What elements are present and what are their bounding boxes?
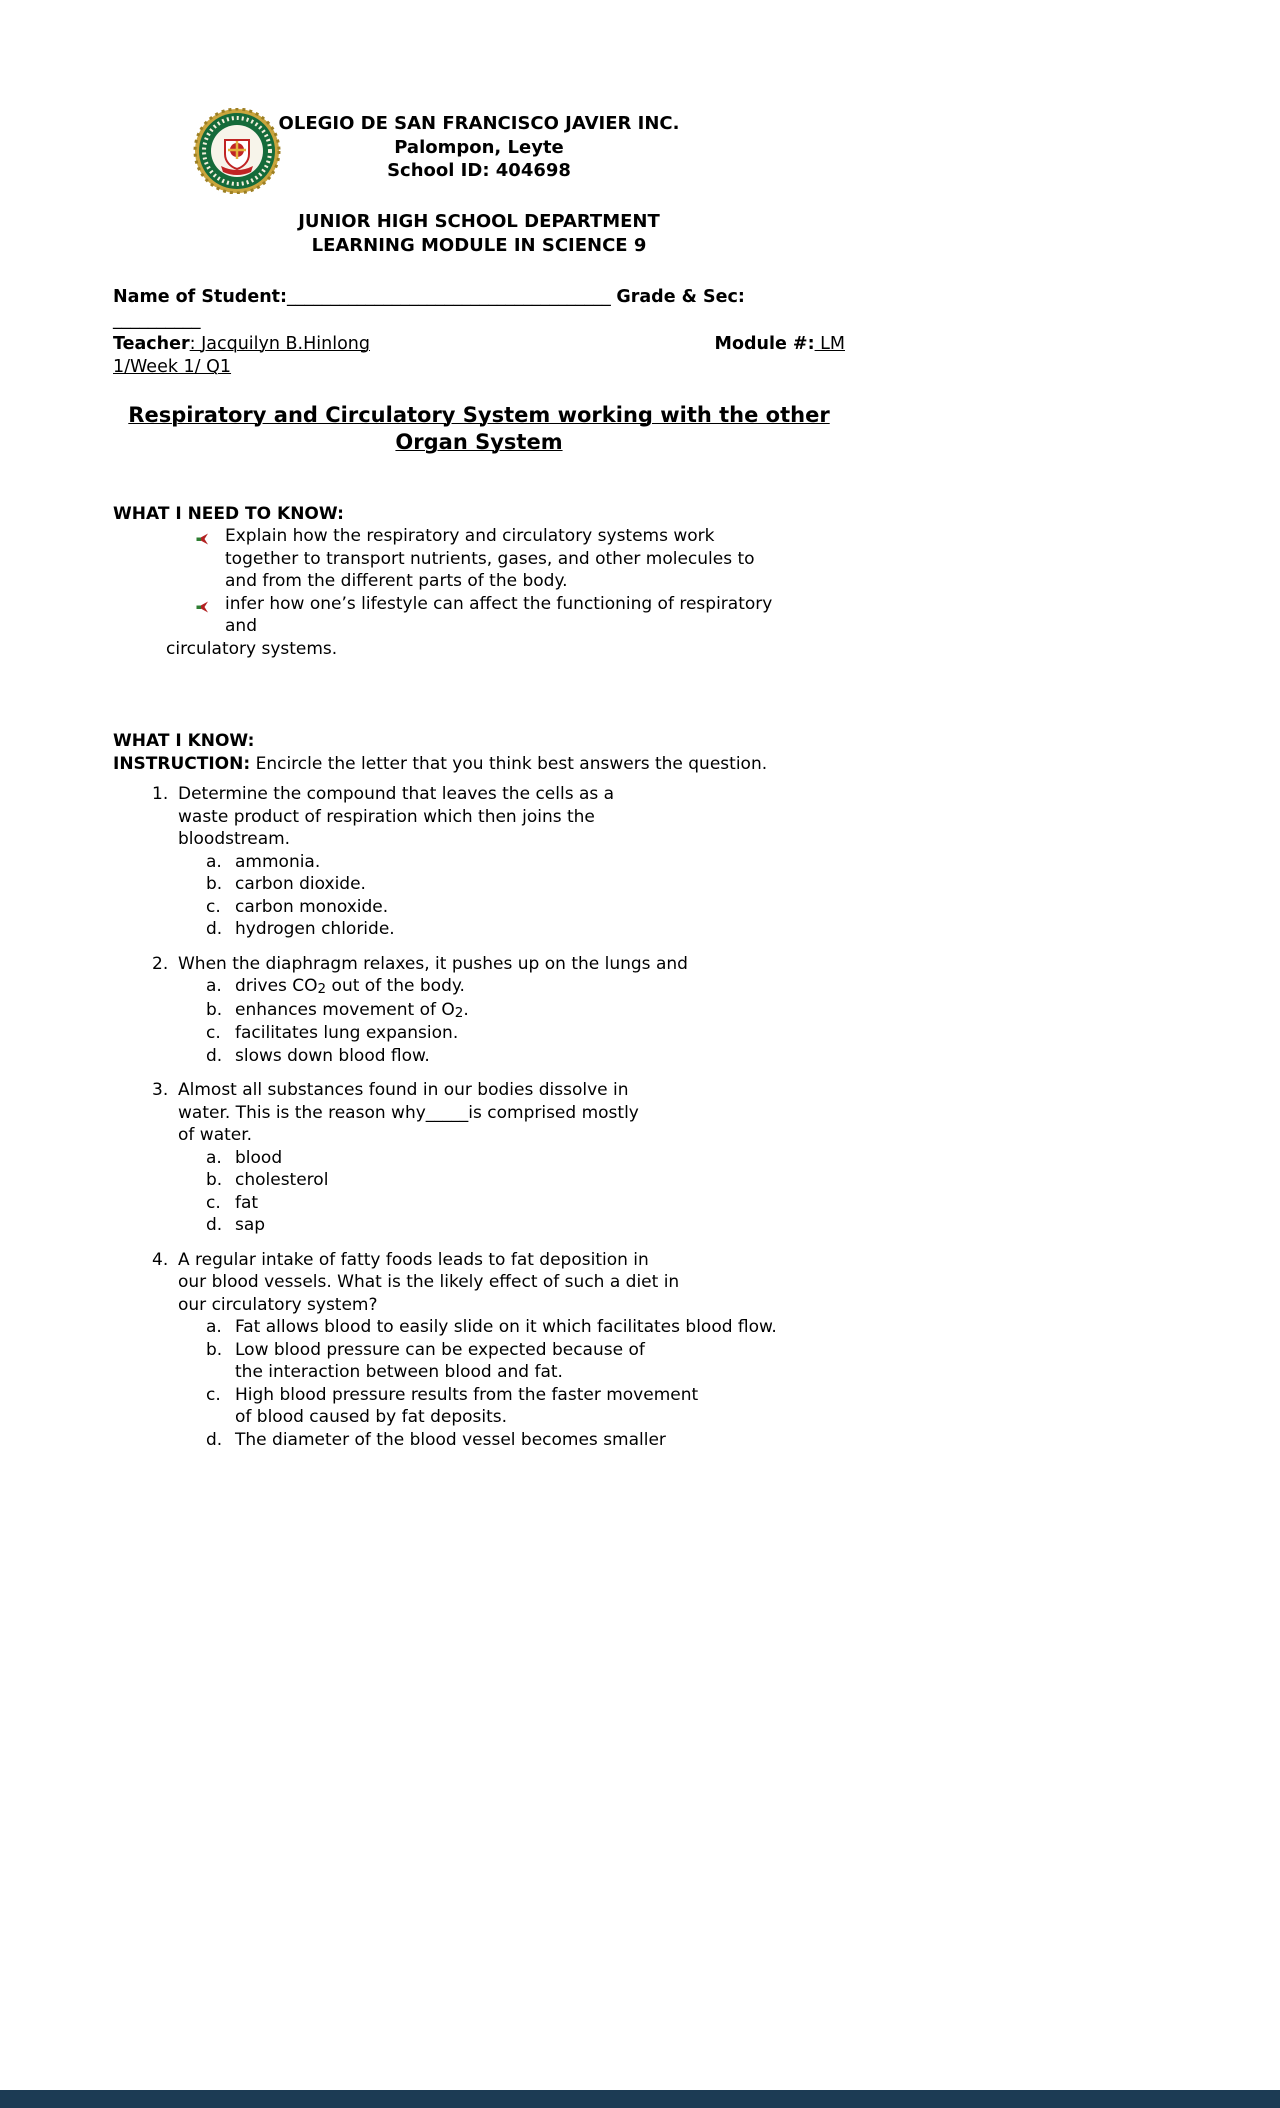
option-text: hydrogen chloride. [235, 919, 395, 939]
what-i-need-to-know-heading: WHAT I NEED TO KNOW: [113, 503, 344, 524]
option-text: sap [235, 1215, 266, 1235]
option-b [113, 873, 845, 896]
teacher-name: : Jacquilyn B.Hinlong [189, 333, 370, 354]
question-number: 1. [152, 784, 169, 804]
module-number-continuation: 1/Week 1/ Q1 [113, 357, 232, 377]
department-title: JUNIOR HIGH SCHOOL DEPARTMENT [298, 210, 660, 232]
question-stem [113, 1079, 845, 1102]
option-letter: b. [206, 1170, 223, 1190]
question-number: 4. [152, 1249, 169, 1270]
option-c [113, 1022, 845, 1045]
school-name: OLEGIO DE SAN FRANCISCO JAVIER INC. [278, 113, 680, 134]
subscript: 2 [454, 1004, 464, 1021]
option-c [113, 1384, 845, 1429]
student-name-colon: : [280, 286, 288, 307]
teacher-label: Teacher [113, 333, 190, 354]
option-letter: b. [206, 874, 223, 894]
option-line: of blood caused by fat deposits. [235, 1407, 508, 1427]
option-letter: c. [206, 896, 221, 917]
bullet-icon [196, 593, 225, 638]
school-location: Palompon, Leyte [394, 136, 564, 158]
option-letter: a. [206, 1147, 222, 1168]
question-line: bloodstream. [178, 829, 291, 849]
school-id: School ID: 404698 [387, 160, 571, 181]
grade-sec-blank: __________ [113, 310, 201, 330]
question-line: of water. [178, 1125, 253, 1145]
option-letter: a. [206, 976, 222, 996]
question-line: our circulatory system? [178, 1294, 378, 1315]
teacher-cell [113, 333, 370, 357]
objective-bullet-2-text [225, 593, 772, 638]
option-text: slows down blood flow. [235, 1045, 430, 1066]
option-c [113, 896, 845, 919]
instruction-label: INSTRUCTION: [113, 753, 251, 774]
document-content [113, 0, 845, 1451]
option-letter: b. [206, 999, 223, 1020]
module-title-line2: Organ System [395, 430, 563, 454]
objective-bullet-2 [113, 593, 845, 638]
teacher-module-line [113, 333, 845, 357]
department-block [113, 210, 845, 258]
option-letter: d. [206, 1215, 223, 1235]
option-c [113, 1192, 845, 1215]
objective-bullet-1-text [225, 525, 755, 593]
objective-line: Explain how the respiratory and circulatory systems work [225, 526, 715, 546]
option-letter: c. [206, 1023, 221, 1043]
grade-sec-label: Grade & Sec [616, 286, 738, 307]
module-number-label: Module #: [714, 333, 815, 354]
question-number: 3. [152, 1080, 169, 1100]
objective-bullet-1 [113, 525, 845, 593]
objective-line: infer how one’s lifestyle can affect the functioning of respiratory [225, 593, 773, 614]
question-line: Determine the compound that leaves the cells as a [178, 784, 615, 804]
option-letter: d. [206, 919, 223, 939]
page-bottom-bar [0, 2090, 1280, 2108]
option-letter: a. [206, 1317, 222, 1337]
school-seal-logo [191, 108, 283, 194]
question-stem [113, 783, 845, 806]
objective-line: and [225, 616, 257, 636]
question-line: When the diaphragm relaxes, it pushes up on the lungs and [178, 953, 688, 974]
option-letter: c. [206, 1192, 221, 1213]
school-seal-icon [191, 108, 283, 194]
option-text: cholesterol [235, 1170, 329, 1190]
option-d [113, 1214, 845, 1237]
option-b [113, 1339, 845, 1384]
question-4 [113, 1249, 845, 1452]
option-letter: b. [206, 1339, 223, 1360]
option-text [235, 1339, 645, 1384]
what-i-know-heading: WHAT I KNOW: [113, 731, 255, 751]
option-d [113, 918, 845, 941]
question-stem [113, 953, 845, 976]
option-letter: d. [206, 1429, 223, 1450]
student-name-blank: _____________________________________ [287, 286, 611, 307]
option-text [235, 1316, 777, 1339]
option-text: drives CO2 out of the body. [235, 976, 465, 997]
question-3 [113, 1079, 845, 1237]
option-d [113, 1429, 845, 1452]
school-header [113, 112, 845, 183]
option-text [235, 1429, 666, 1452]
question-number: 2. [152, 953, 169, 974]
option-a [113, 1147, 845, 1170]
option-text [235, 1384, 698, 1429]
module-cell [715, 333, 845, 357]
question-line: Almost all substances found in our bodies dissolve in [178, 1080, 629, 1100]
option-a [113, 851, 845, 874]
question-2 [113, 953, 845, 1068]
option-b [113, 1169, 845, 1192]
student-info-block [113, 286, 845, 380]
option-text: facilitates lung expansion. [235, 1023, 459, 1043]
option-text: carbon monoxide. [235, 896, 389, 917]
option-line: the interaction between blood and fat. [235, 1362, 563, 1382]
option-text: enhances movement of O2. [235, 999, 469, 1021]
objective-hanging-line: circulatory systems. [166, 638, 338, 659]
option-letter: c. [206, 1384, 221, 1405]
instruction-text: Encircle the letter that you think best answers the question. [250, 753, 768, 774]
question-line: our blood vessels. What is the likely effect of such a diet in [178, 1272, 680, 1292]
module-number-value: LM [814, 333, 845, 354]
student-name-line [113, 286, 845, 310]
option-text: fat [235, 1192, 259, 1213]
option-line: Low blood pressure can be expected because of [235, 1339, 645, 1360]
module-subject-line: LEARNING MODULE IN SCIENCE 9 [311, 234, 647, 256]
option-a [113, 975, 845, 999]
module-title-line1: Respiratory and Circulatory System working with the other [128, 402, 830, 427]
option-line: High blood pressure results from the faster movement [235, 1384, 699, 1405]
grade-sec-colon: : [737, 286, 745, 307]
question-stem [113, 1249, 845, 1272]
objective-line: and from the different parts of the body. [225, 571, 568, 591]
option-line: The diameter of the blood vessel becomes smaller [235, 1429, 666, 1450]
bullet-icon [196, 525, 225, 593]
question-1 [113, 783, 845, 941]
question-line: water. This is the reason why_____is comprised mostly [178, 1102, 639, 1123]
option-text: ammonia. [235, 851, 321, 872]
option-letter: a. [206, 851, 222, 872]
option-text: blood [235, 1147, 283, 1168]
question-line: A regular intake of fatty foods leads to fat deposition in [178, 1249, 649, 1270]
option-a [113, 1316, 845, 1339]
question-line: waste product of respiration which then joins the [178, 806, 595, 827]
option-text: carbon dioxide. [235, 874, 366, 894]
instruction-line [113, 753, 845, 776]
option-d [113, 1045, 845, 1068]
subscript: 2 [317, 981, 327, 997]
module-title [113, 402, 845, 457]
objective-line: together to transport nutrients, gases, and other molecules to [225, 548, 755, 569]
option-letter: d. [206, 1045, 223, 1066]
option-b [113, 999, 845, 1023]
option-line: Fat allows blood to easily slide on it which facilitates blood flow. [235, 1317, 777, 1337]
student-name-label: Name of Student [113, 286, 281, 307]
